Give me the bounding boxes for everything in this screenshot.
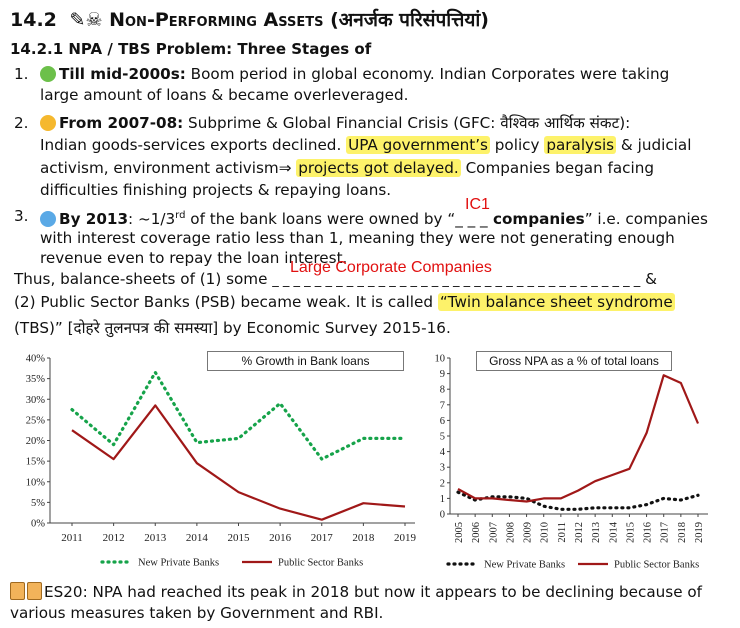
sick-face-icon [40, 66, 56, 82]
thus-text: & [640, 270, 657, 288]
x-tick-label: 2015 [625, 522, 637, 543]
x-tick-label: 2008 [505, 522, 517, 543]
series-line [72, 405, 405, 519]
pencil-icon: ✎ [69, 9, 86, 31]
worried-face-icon [40, 115, 56, 131]
item-3-line-1 [40, 206, 708, 229]
thus-text: (2) Public Sector Banks (PSB) became weak. It is called [14, 293, 438, 311]
x-tick-label: 2014 [608, 522, 620, 543]
y-tick-label: 4 [439, 447, 445, 459]
thus-line-3: (TBS)” [दोहरे तुलनपत्र की समस्या] by Economic Survey 2015-16. [14, 319, 451, 337]
y-tick-label: 30% [25, 394, 45, 406]
x-tick-label: 2019 [394, 532, 416, 544]
series-line [458, 375, 698, 501]
item-number: 3. [14, 207, 29, 225]
y-tick-label: 9 [439, 369, 445, 381]
item-2-line-3 [40, 158, 654, 178]
y-tick-label: 5 [439, 431, 445, 443]
x-tick-label: 2017 [310, 532, 333, 544]
x-tick-label: 2015 [227, 532, 250, 544]
item-3-text: ” i.e. companies [584, 210, 708, 229]
large-corporate-annotation: Large Corporate Companies [290, 259, 492, 276]
x-tick-label: 2013 [591, 522, 603, 543]
highlight: UPA government’s [348, 136, 488, 154]
highlight: paralysis [546, 136, 615, 154]
x-tick-label: 2007 [488, 522, 500, 543]
item-1-line-1 [40, 64, 669, 84]
x-tick-label: 2006 [471, 522, 483, 543]
x-tick-label: 2017 [659, 522, 671, 543]
y-tick-label: 35% [25, 374, 45, 386]
series-line [458, 492, 698, 509]
item-number: 2. [14, 114, 29, 132]
item-2-bold: From 2007-08: [59, 114, 184, 132]
section-title: Non-Performing Assets [109, 9, 324, 31]
legend-label: Public Sector Banks [614, 559, 700, 571]
superscript: rd [175, 210, 186, 221]
subheading: 14.2.1 NPA / TBS Problem: Three Stages of [10, 40, 372, 58]
x-tick-label: 2014 [185, 532, 208, 544]
highlight: “Twin balance sheet syndrome [439, 293, 673, 311]
x-tick-label: 2012 [102, 532, 125, 544]
blank-line: _ _ _ _ _ _ _ _ _ _ _ _ _ _ _ _ _ _ _ _ _ _ _ _ _ _ _ _ _ _ _ _ _ _ _ [272, 273, 641, 288]
item-2-text: policy [489, 136, 545, 154]
item-2-text: & judicial [616, 136, 692, 154]
footer-text: : NPA had reached its peak in 2018 but now it appears to be declining because of [82, 583, 703, 601]
section-heading [10, 6, 489, 32]
y-tick-label: 10 [434, 353, 445, 365]
item-3-bold-word: companies [487, 210, 585, 229]
x-tick-label: 2019 [694, 522, 705, 543]
book-icon [10, 582, 25, 600]
thus-line-1 [14, 269, 657, 291]
x-tick-label: 2013 [144, 532, 167, 544]
item-2-text: Companies began facing [460, 159, 655, 177]
item-2-text: Subprime & Global Financial Crisis (GFC: वैश्विक आर्थिक संकट): [183, 114, 631, 132]
skull-icon: ☠ [85, 9, 103, 31]
item-3-line-3: revenue even to repay the loan interest. [40, 249, 348, 267]
blank-line: _ _ _ [455, 210, 488, 229]
x-tick-label: 2011 [556, 522, 568, 543]
footer-text: various measures taken by Government and RBI. [10, 604, 384, 622]
x-tick-label: 2012 [574, 522, 585, 543]
legend-label: New Private Banks [138, 557, 220, 569]
item-3-line-2: with interest coverage ratio less than 1, meaning they were not generating enough [40, 229, 675, 247]
y-tick-label: 3 [439, 462, 445, 474]
item-3-text: : ~1/3 [128, 210, 176, 229]
book-icon [27, 582, 42, 600]
item-2-text: activism, environment activism⇒ [40, 159, 297, 177]
legend-label: Public Sector Banks [278, 557, 364, 569]
item-number: 1. [14, 65, 29, 83]
item-2-line-2 [40, 135, 691, 155]
y-tick-label: 20% [25, 436, 45, 447]
x-tick-label: 2016 [269, 532, 292, 544]
y-tick-label: 5% [31, 497, 45, 509]
fearful-face-icon [40, 211, 56, 227]
item-3-bold: By 2013 [59, 210, 129, 229]
series-line [72, 372, 405, 459]
y-tick-label: 0 [439, 509, 445, 521]
chart-1-title: % Growth in Bank loans [207, 351, 404, 371]
section-number: 14.2 [10, 9, 57, 31]
item-1-text: Boom period in global economy. Indian Corporates were taking [185, 65, 670, 83]
footer-tag: ES20 [44, 583, 83, 601]
item-1-bold: Till mid-2000s: [59, 65, 186, 83]
x-tick-label: 2010 [539, 522, 551, 543]
item-1-line-2: large amount of loans & became overleveraged. [40, 86, 409, 104]
bank-loans-growth-chart [0, 346, 430, 578]
thus-line-2 [14, 292, 675, 312]
y-tick-label: 15% [25, 456, 45, 468]
ic1-annotation: IC1 [465, 196, 490, 213]
footer-note [10, 582, 702, 624]
y-tick-label: 7 [439, 400, 445, 412]
y-tick-label: 8 [439, 384, 445, 396]
y-tick-label: 40% [25, 353, 45, 365]
x-tick-label: 2011 [61, 532, 83, 544]
highlight: projects got delayed. [298, 159, 459, 177]
item-3-text: of the bank loans were owned by “ [185, 210, 456, 229]
y-tick-label: 10% [25, 477, 45, 489]
item-2-line-1 [40, 113, 630, 133]
y-tick-label: 2 [439, 478, 445, 490]
y-tick-label: 1 [439, 493, 445, 505]
legend-label: New Private Banks [484, 559, 566, 571]
y-tick-label: 0% [31, 518, 45, 530]
y-tick-label: 6 [439, 415, 445, 427]
item-2-text: Indian goods-services exports declined. [40, 136, 347, 154]
x-tick-label: 2018 [676, 522, 688, 543]
x-tick-label: 2016 [642, 522, 654, 543]
chart-2-title: Gross NPA as a % of total loans [476, 351, 672, 371]
gross-npa-chart [420, 346, 738, 578]
section-title-hindi: (अनर्जक परिसंपत्तियां) [330, 9, 489, 31]
y-tick-label: 25% [25, 415, 45, 427]
x-tick-label: 2018 [352, 532, 375, 544]
x-tick-label: 2005 [454, 522, 465, 543]
item-2-line-4: difficulties finishing projects & repaying loans. [40, 181, 392, 199]
thus-text: Thus, balance-sheets of (1) some [14, 270, 273, 288]
x-tick-label: 2009 [522, 522, 534, 543]
